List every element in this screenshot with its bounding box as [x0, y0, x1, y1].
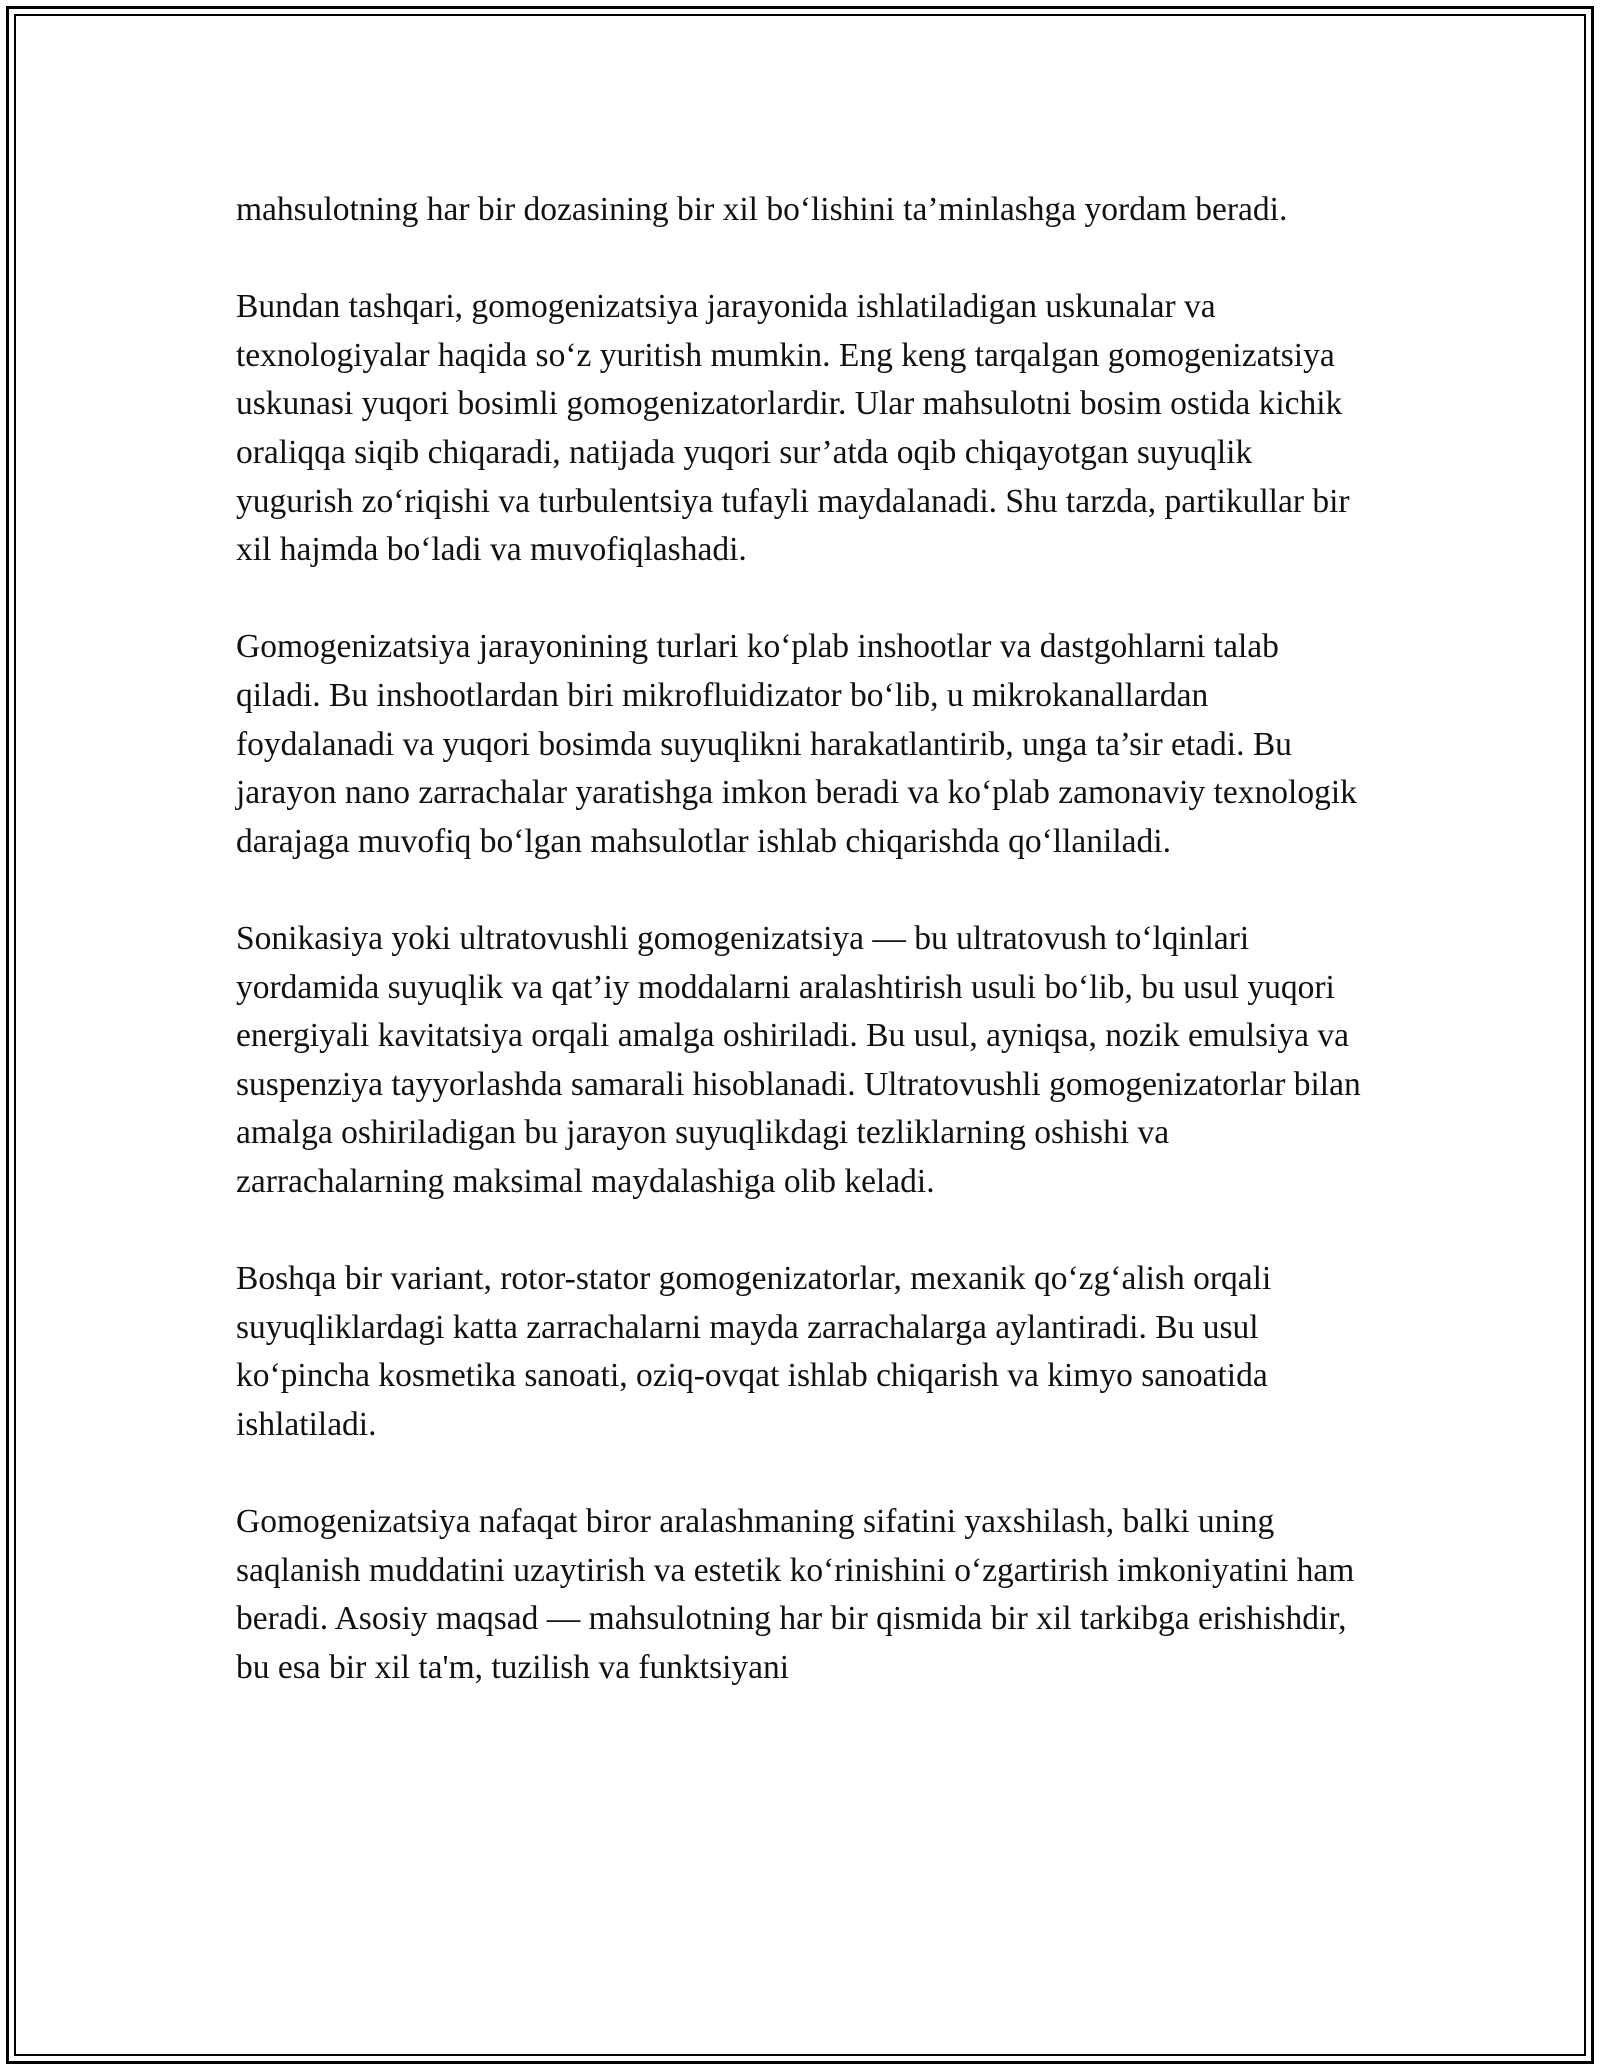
paragraph-2: Bundan tashqari, gomogenizatsiya jarayonida ishlatiladigan uskunalar va texnologiyalar haqida so‘z yuritish mumkin. Eng keng tarqalgan gomogenizatsiya uskunasi yuqori bosimli gomogenizatorlardir. Ular mahsulotni bosim ostida kichik oraliqqa siqib chiqaradi, natijada yuqori sur’atda oqib chiqayotgan suyuqlik yugurish zo‘riqishi va turbulentsiya tufayli maydalanadi. Shu tarzda, partikullar bir xil hajmda bo‘ladi va muvofiqlashadi.	[236, 288, 1350, 569]
paragraph-6: Gomogenizatsiya nafaqat biror aralashmaning sifatini yaxshilash, balki uning saqlanish muddatini uzaytirish va estetik ko‘rinishini o‘zgartirish imkoniyatini ham beradi. Asosiy maqsad — mahsulotning har bir qismida bir xil tarkibga erishishdir, bu esa bir xil ta'm, tuzilish va funktsiyani	[236, 1503, 1355, 1686]
paragraph-5: Boshqa bir variant, rotor-stator gomogenizatorlar, mexanik qo‘zg‘alish orqali suyuqliklardagi katta zarrachalarni mayda zarrachalarga aylantiradi. Bu usul ko‘pincha kosmetika sanoati, oziq-ovqat ishlab chiqarish va kimyo sanoatida ishlatiladi.	[236, 1260, 1272, 1443]
document-body	[236, 186, 1366, 1692]
paragraph-1: mahsulotning har bir dozasining bir xil bo‘lishini ta’minlashga yordam beradi.	[236, 191, 1288, 228]
paragraph-3: Gomogenizatsiya jarayonining turlari ko‘plab inshootlar va dastgohlarni talab qiladi. Bu inshootlardan biri mikrofluidizator bo‘lib, u mikrokanallardan foydalanadi va yuqori bosimda suyuqlikni harakatlantirib, unga ta’sir etadi. Bu jarayon nano zarrachalar yaratishga imkon beradi va ko‘plab zamonaviy texnologik darajaga muvofiq bo‘lgan mahsulotlar ishlab chiqarishda qo‘llaniladi.	[236, 628, 1357, 860]
paragraph-4: Sonikasiya yoki ultratovushli gomogenizatsiya — bu ultratovush to‘lqinlari yordamida suyuqlik va qat’iy moddalarni aralashtirish usuli bo‘lib, bu usul yuqori energiyali kavitatsiya orqali amalga oshiriladi. Bu usul, ayniqsa, nozik emulsiya va suspenziya tayyorlashda samarali hisoblanadi. Ultratovushli gomogenizatorlar bilan amalga oshiriladigan bu jarayon suyuqlikdagi tezliklarning oshishi va zarrachalarning maksimal maydalashiga olib keladi.	[236, 919, 1361, 1200]
